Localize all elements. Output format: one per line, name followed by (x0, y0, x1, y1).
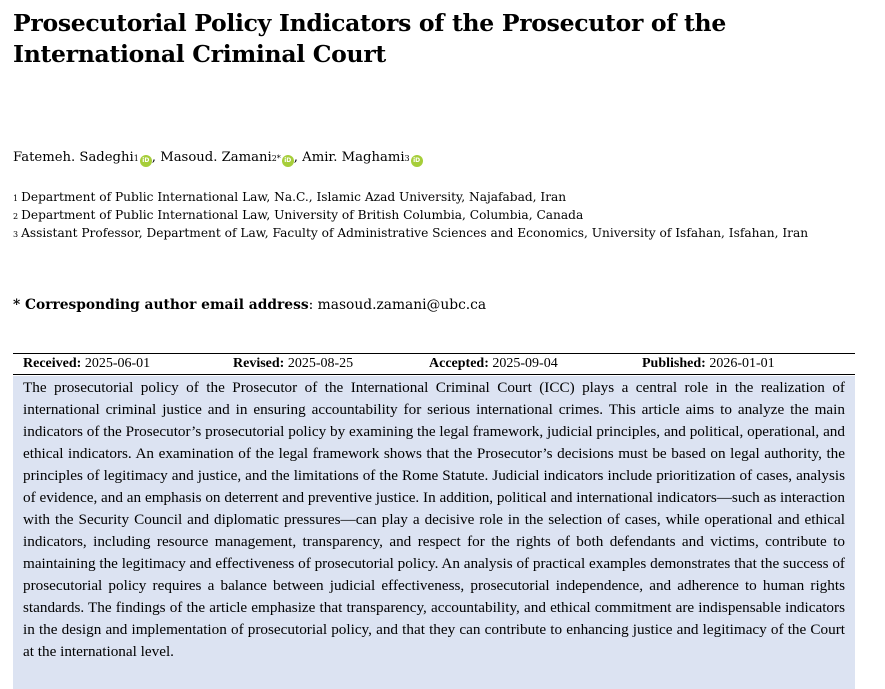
author-name: Fatemeh. Sadeghi (13, 150, 134, 165)
dates-bar (13, 353, 855, 375)
affiliation-3 (13, 224, 808, 242)
orcid-icon[interactable]: iD (140, 155, 152, 167)
date-value: 2025-08-25 (287, 356, 354, 371)
author-3 (302, 150, 422, 165)
date-label: Revised: (233, 356, 285, 371)
affiliation-text: Department of Public International Law, Na.C., Islamic Azad University, Najafabad, Iran (21, 190, 567, 204)
author-name: Amir. Maghami (302, 150, 405, 165)
affiliation-text: Assistant Professor, Department of Law, Faculty of Administrative Sciences and Economics, University of Isfahan, Isfahan, Iran (21, 226, 809, 240)
corresponding-email[interactable]: masoud.zamani@ubc.ca (317, 297, 487, 313)
received-date (23, 354, 150, 374)
affiliation-number: 3 (13, 230, 19, 239)
affiliation-text: Department of Public International Law, University of British Columbia, Columbia, Canada (21, 208, 584, 222)
date-label: Published: (642, 356, 706, 371)
date-value: 2025-06-01 (84, 356, 151, 371)
affiliation-2 (13, 206, 808, 224)
author-affil-sup: 2* (271, 154, 281, 163)
date-value: 2026-01-01 (709, 356, 775, 371)
author-affil-sup: 3 (404, 154, 410, 163)
author-separator: , (293, 150, 303, 165)
corresponding-colon: : (308, 297, 318, 313)
abstract: The prosecutorial policy of the Prosecutor of the International Criminal Court (ICC) plays a central role in the realization of international criminal justice and in ensuring accountability for serious international crimes. This article aims to analyze the main indicators of the Prosecutor’s prosecutorial policy by examining the legal framework, judicial principles, and political, operational, and ethical indicators. An examination of the legal framework shows that the Prosecutor’s decisions must be based on legal authority, the principles of legitimacy and justice, and the limitations of the Rome Statute. Judicial indicators include prioritization of cases, analysis of evidence, and an emphasis on deterrent and preventive justice. In addition, political and international indicators—such as interaction with the Security Council and diplomatic pressures—can play a decisive role in the selection of cases, while operational and ethical indicators, including resource management, transparency, and respect for the rights of both defendants and victims, contribute to maintaining the legitimacy and effectiveness of prosecutorial policy. An analysis of practical examples demonstrates that the success of prosecutorial policy requires a balance between judicial effectiveness, prosecutorial independence, and adherence to human rights standards. The findings of the article emphasize that transparency, accountability, and ethical commitment are indispensable indicators in the design and implementation of prosecutorial policy, and that they can contribute to enhancing justice and legitimacy of the Court at the international level. (13, 376, 855, 689)
orcid-icon[interactable]: iD (282, 155, 294, 167)
accepted-date (429, 354, 558, 374)
corresponding-label: * Corresponding author email address (13, 297, 309, 313)
author-2 (160, 150, 302, 165)
author-list (13, 149, 423, 167)
author-name: Masoud. Zamani (160, 150, 272, 165)
affiliation-1 (13, 188, 808, 206)
affiliation-list (13, 188, 808, 242)
orcid-icon[interactable]: iD (411, 155, 423, 167)
author-1 (13, 150, 160, 165)
affiliation-number: 2 (13, 212, 19, 221)
author-affil-sup: 1 (133, 154, 139, 163)
published-date (642, 354, 775, 374)
corresponding-author (13, 295, 486, 315)
revised-date (233, 354, 353, 374)
date-label: Accepted: (429, 356, 489, 371)
date-label: Received: (23, 356, 82, 371)
affiliation-number: 1 (13, 194, 19, 203)
date-value: 2025-09-04 (492, 356, 558, 371)
paper-title: Prosecutorial Policy Indicators of the Prosecutor of the International Criminal Court (13, 9, 726, 68)
author-separator: , (151, 150, 161, 165)
